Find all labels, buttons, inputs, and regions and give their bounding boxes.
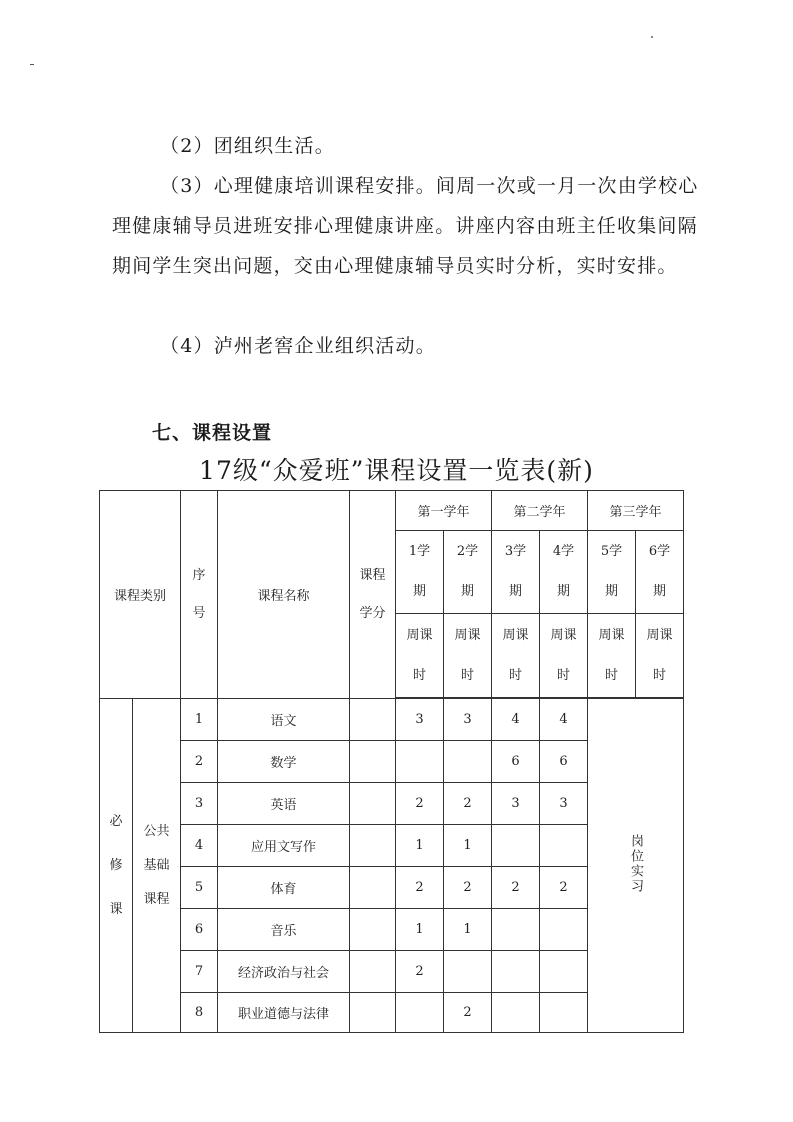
- row-number: 3: [181, 783, 218, 825]
- course-credit: [350, 909, 396, 951]
- header-weekly-hours: [396, 614, 444, 698]
- category-text: 课: [109, 901, 123, 917]
- semester-1-hours: 3: [396, 699, 444, 741]
- header-text: 周课: [598, 627, 625, 643]
- semester-3-hours: [492, 993, 540, 1033]
- header-text: 课程类别: [113, 589, 166, 604]
- course-name: 经济政治与社会: [218, 951, 350, 993]
- category-text: 修: [109, 857, 123, 873]
- category-main: [100, 699, 133, 1033]
- paragraph-text: （2）团组织生活。: [160, 135, 335, 157]
- row-number: 4: [181, 825, 218, 867]
- header-text: 时: [604, 667, 618, 683]
- course-credit: [350, 993, 396, 1033]
- header-text: 时: [460, 667, 474, 683]
- category-sub: [133, 699, 181, 1033]
- header-text: 课程: [359, 567, 386, 583]
- header-semester-6: [636, 531, 684, 614]
- internship-cell: [588, 699, 684, 1033]
- header-semester-4: [540, 531, 588, 614]
- header-semester-2: [444, 531, 492, 614]
- semester-3-hours: 2: [492, 867, 540, 909]
- header-text: 课程名称: [257, 589, 310, 604]
- table-row: [100, 699, 684, 741]
- course-credit: [350, 951, 396, 993]
- semester-2-hours: 3: [444, 699, 492, 741]
- course-credit: [350, 783, 396, 825]
- semester-1-hours: 1: [396, 825, 444, 867]
- semester-1-hours: [396, 741, 444, 783]
- header-number: [181, 491, 218, 699]
- header-year-2: 第二学年: [492, 491, 588, 531]
- header-text: 时: [412, 667, 426, 683]
- row-number: 5: [181, 867, 218, 909]
- course-name: 语文: [218, 699, 350, 741]
- header-semester-1: [396, 531, 444, 614]
- category-text: 必: [109, 813, 123, 829]
- semester-1-hours: [396, 993, 444, 1033]
- header-text: 周课: [502, 627, 529, 643]
- course-name: 应用文写作: [218, 825, 350, 867]
- header-text: 期: [556, 584, 570, 599]
- header-text: 周课: [454, 627, 481, 643]
- row-number: 2: [181, 741, 218, 783]
- semester-2-hours: 2: [444, 867, 492, 909]
- row-number: 8: [181, 993, 218, 1033]
- semester-2-hours: 1: [444, 825, 492, 867]
- paragraph-text: （4）泸州老窖企业组织活动。: [160, 335, 436, 357]
- header-text: 2学: [456, 544, 479, 559]
- paragraph-text: （3）心理健康培训课程安排。间周一次或一月一次由学校心理健康辅导员进班安排心理健康讲座。讲座内容由班主任收集间隔期间学生突出问题，交由心理健康辅导员实时分析，实时安排。: [112, 175, 699, 277]
- header-year-1: 第一学年: [396, 491, 492, 531]
- course-credit: [350, 741, 396, 783]
- header-weekly-hours: [540, 614, 588, 698]
- semester-4-hours: [540, 951, 588, 993]
- header-text: 号: [192, 605, 206, 621]
- header-text: 期: [604, 584, 618, 599]
- semester-1-hours: 2: [396, 951, 444, 993]
- semester-3-hours: 3: [492, 783, 540, 825]
- header-text: 5学: [600, 544, 623, 559]
- header-text: 时: [508, 667, 522, 683]
- row-number: 6: [181, 909, 218, 951]
- semester-4-hours: 4: [540, 699, 588, 741]
- scan-dot: [651, 36, 653, 38]
- semester-1-hours: 2: [396, 867, 444, 909]
- header-text: 周课: [646, 627, 673, 643]
- semester-2-hours: 2: [444, 783, 492, 825]
- category-text: 公共: [143, 823, 170, 839]
- header-text: 期: [460, 584, 474, 599]
- semester-4-hours: 6: [540, 741, 588, 783]
- table-title: 17级“众爱班”课程设置一览表(新): [199, 456, 594, 485]
- row-number: 1: [181, 699, 218, 741]
- header-text: 序: [192, 567, 206, 583]
- paragraph-2: [112, 126, 712, 166]
- semester-2-hours: [444, 741, 492, 783]
- semester-3-hours: 6: [492, 741, 540, 783]
- header-text: 4学: [552, 544, 575, 559]
- course-credit: [350, 867, 396, 909]
- semester-1-hours: 2: [396, 783, 444, 825]
- row-number: 7: [181, 951, 218, 993]
- header-weekly-hours: [636, 614, 684, 698]
- header-weekly-hours: [588, 614, 636, 698]
- course-credit: [350, 825, 396, 867]
- semester-1-hours: 1: [396, 909, 444, 951]
- header-text: 1学: [408, 544, 431, 559]
- course-name: 体育: [218, 867, 350, 909]
- header-semester-5: [588, 531, 636, 614]
- header-text: 时: [556, 667, 570, 683]
- header-text: 期: [412, 584, 426, 599]
- course-name: 音乐: [218, 909, 350, 951]
- header-text: 周课: [550, 627, 577, 643]
- paragraph-3: [112, 166, 712, 286]
- semester-4-hours: 2: [540, 867, 588, 909]
- course-name: 英语: [218, 783, 350, 825]
- header-weekly-hours: [492, 614, 540, 698]
- header-weekly-hours: [444, 614, 492, 698]
- header-text: 时: [652, 667, 666, 683]
- scan-mark: [30, 64, 34, 65]
- header-row-years: [100, 491, 684, 531]
- course-credit: [350, 699, 396, 741]
- section-heading: 七、课程设置: [152, 422, 273, 444]
- semester-2-hours: 2: [444, 993, 492, 1033]
- course-name: 职业道德与法律: [218, 993, 350, 1033]
- header-text: 学分: [359, 605, 386, 621]
- semester-3-hours: [492, 825, 540, 867]
- category-text: 课程: [143, 891, 170, 907]
- semester-2-hours: [444, 951, 492, 993]
- semester-4-hours: [540, 909, 588, 951]
- semester-2-hours: 1: [444, 909, 492, 951]
- header-credit: [350, 491, 396, 699]
- semester-3-hours: [492, 951, 540, 993]
- paragraph-4: [112, 326, 712, 366]
- header-category: [100, 491, 181, 699]
- semester-3-hours: [492, 909, 540, 951]
- header-text: 期: [508, 584, 522, 599]
- semester-4-hours: [540, 993, 588, 1033]
- internship-text: 岗位实习: [628, 833, 643, 894]
- category-text: 基础: [143, 857, 170, 873]
- header-year-3: 第三学年: [588, 491, 684, 531]
- header-course-name: [218, 491, 350, 699]
- course-table: [99, 490, 684, 1033]
- header-text: 6学: [648, 544, 671, 559]
- header-text: 3学: [504, 544, 527, 559]
- header-semester-3: [492, 531, 540, 614]
- header-text: 期: [652, 584, 666, 599]
- course-name: 数学: [218, 741, 350, 783]
- semester-4-hours: [540, 825, 588, 867]
- semester-4-hours: 3: [540, 783, 588, 825]
- semester-3-hours: 4: [492, 699, 540, 741]
- header-text: 周课: [406, 627, 433, 643]
